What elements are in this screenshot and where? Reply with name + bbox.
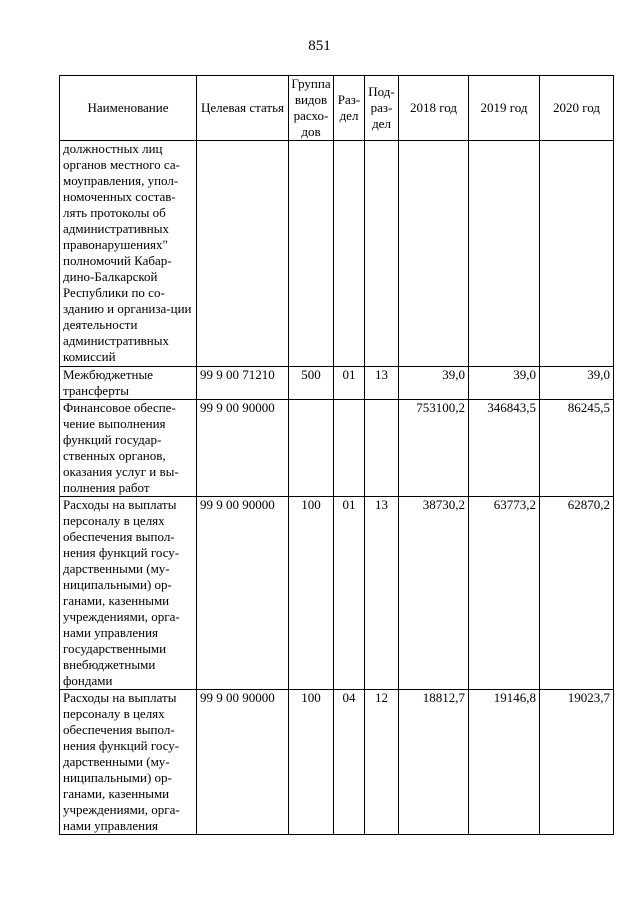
row-group: 100 bbox=[289, 497, 334, 690]
header-subsection: Под-раз-дел bbox=[365, 76, 399, 141]
row-2018: 39,0 bbox=[399, 367, 469, 400]
header-group: Группа видов расхо-дов bbox=[289, 76, 334, 141]
row-target: 99 9 00 90000 bbox=[197, 497, 289, 690]
row-target: 99 9 00 90000 bbox=[197, 690, 289, 835]
row-group bbox=[289, 400, 334, 497]
row-2020 bbox=[540, 141, 614, 367]
row-2020: 19023,7 bbox=[540, 690, 614, 835]
header-2019: 2019 год bbox=[469, 76, 540, 141]
row-group: 500 bbox=[289, 367, 334, 400]
table-row bbox=[60, 141, 614, 367]
row-2020: 39,0 bbox=[540, 367, 614, 400]
row-2019 bbox=[469, 141, 540, 367]
header-2018: 2018 год bbox=[399, 76, 469, 141]
row-2019: 19146,8 bbox=[469, 690, 540, 835]
table-row bbox=[60, 400, 614, 497]
row-subsection bbox=[365, 400, 399, 497]
row-subsection: 12 bbox=[365, 690, 399, 835]
row-subsection: 13 bbox=[365, 367, 399, 400]
table-row bbox=[60, 690, 614, 835]
row-target bbox=[197, 141, 289, 367]
header-name: Наименование bbox=[60, 76, 197, 141]
row-section: 01 bbox=[334, 497, 365, 690]
row-2019: 63773,2 bbox=[469, 497, 540, 690]
row-subsection bbox=[365, 141, 399, 367]
row-group: 100 bbox=[289, 690, 334, 835]
row-subsection: 13 bbox=[365, 497, 399, 690]
row-2018 bbox=[399, 141, 469, 367]
row-2019: 346843,5 bbox=[469, 400, 540, 497]
row-2018: 753100,2 bbox=[399, 400, 469, 497]
row-section bbox=[334, 141, 365, 367]
row-name: должностных лиц органов местного са-моуправления, упол-номоченных состав-лять протоколы об административных правонарушениях" полномочий Кабар-дино-Балкарской Республики по со-зданию и организа-ции деятельности административных комиссий bbox=[60, 141, 197, 367]
row-2020: 86245,5 bbox=[540, 400, 614, 497]
row-target: 99 9 00 90000 bbox=[197, 400, 289, 497]
table-row bbox=[60, 497, 614, 690]
budget-table bbox=[59, 75, 614, 835]
table-row bbox=[60, 367, 614, 400]
row-name: Расходы на выплаты персоналу в целях обеспечения выпол-нения функций госу-дарственными (му-ниципальными) ор-ганами, казенными учреждениями, орга-нами управления государственными внебюджетными фондами bbox=[60, 497, 197, 690]
row-section: 01 bbox=[334, 367, 365, 400]
row-name: Финансовое обеспе-чение выполнения функций государ-ственных органов, оказания услуг и вы-полнения работ bbox=[60, 400, 197, 497]
page-number: 851 bbox=[308, 38, 331, 54]
row-section bbox=[334, 400, 365, 497]
row-2019: 39,0 bbox=[469, 367, 540, 400]
row-target: 99 9 00 71210 bbox=[197, 367, 289, 400]
header-target: Целевая статья bbox=[197, 76, 289, 141]
row-2018: 38730,2 bbox=[399, 497, 469, 690]
row-2018: 18812,7 bbox=[399, 690, 469, 835]
row-2020: 62870,2 bbox=[540, 497, 614, 690]
header-section: Раз-дел bbox=[334, 76, 365, 141]
row-name: Расходы на выплаты персоналу в целях обеспечения выпол-нения функций госу-дарственными (му-ниципальными) ор-ганами, казенными учреждениями, орга-нами управления bbox=[60, 690, 197, 835]
header-row bbox=[60, 76, 614, 141]
row-name: Межбюджетные трансферты bbox=[60, 367, 197, 400]
row-group bbox=[289, 141, 334, 367]
row-section: 04 bbox=[334, 690, 365, 835]
header-2020: 2020 год bbox=[540, 76, 614, 141]
